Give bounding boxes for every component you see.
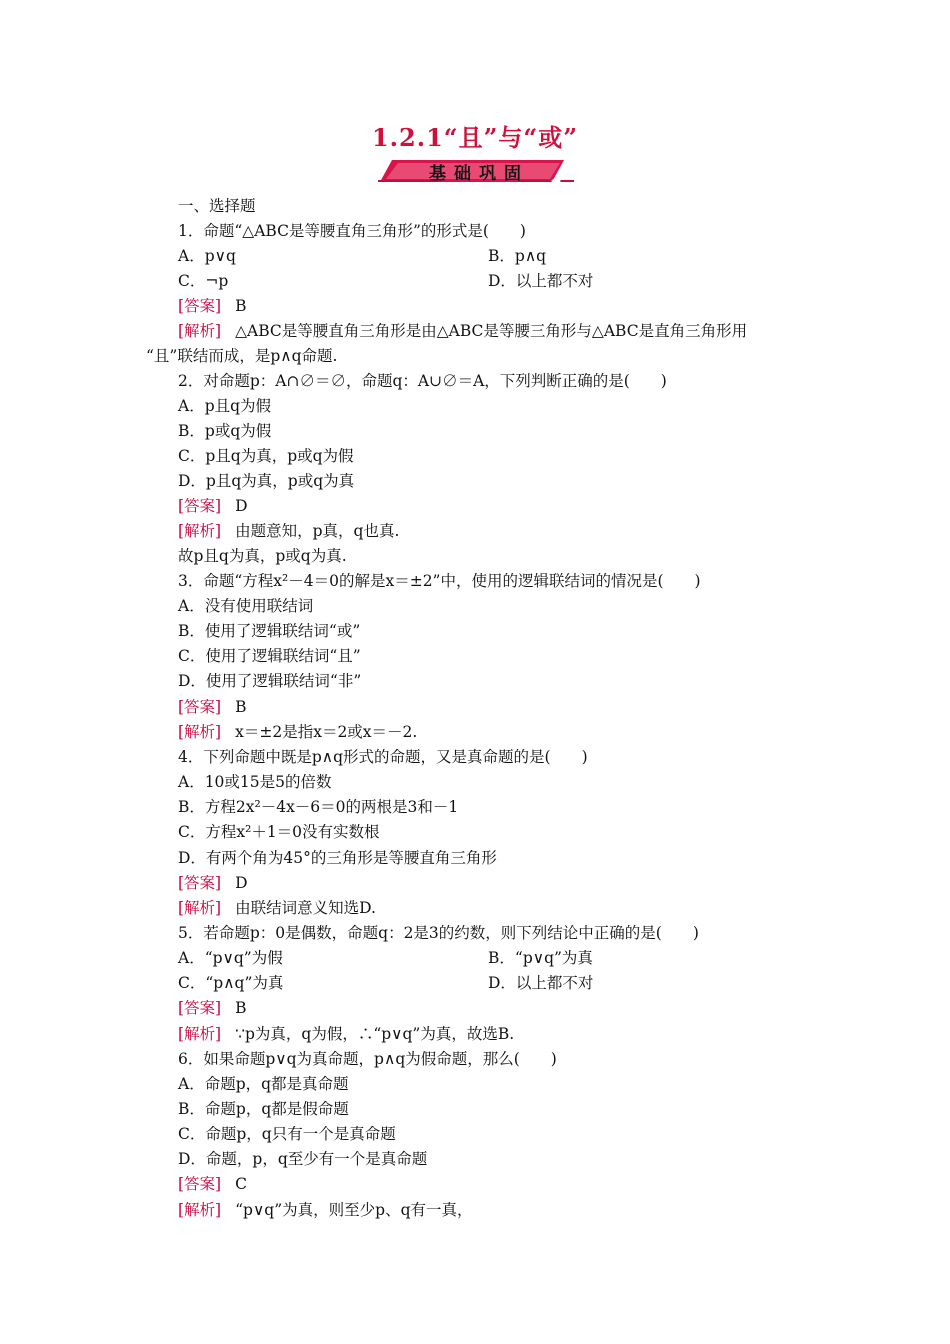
q6-option-d: D．命题，p，q至少有一个是真命题 — [178, 1150, 428, 1168]
q5-option-d: D．以上都不对 — [488, 974, 594, 992]
q1-analysis — [178, 321, 747, 341]
q1-option-d: D．以上都不对 — [488, 272, 594, 290]
q1-answer — [178, 296, 247, 316]
page-title: 1.2.1“且”与“或” — [371, 123, 579, 152]
analysis-label: [解析] — [178, 723, 222, 741]
analysis-label: [解析] — [178, 522, 222, 540]
q1-option-c: C．¬p — [178, 272, 229, 290]
q3-answer-value: B — [235, 698, 247, 716]
analysis-label: [解析] — [178, 1025, 222, 1043]
q3-analysis-text: x＝±2是指x＝2或x＝－2. — [235, 723, 418, 741]
answer-label: [答案] — [178, 999, 222, 1017]
q6-option-a: A．命题p，q都是真命题 — [178, 1075, 349, 1093]
answer-label: [答案] — [178, 874, 222, 892]
q1-stem: 1．命题“△ABC是等腰直角三角形”的形式是( ) — [178, 222, 526, 240]
answer-label: [答案] — [178, 1175, 222, 1193]
q2-analysis — [178, 521, 399, 541]
q2-option-a: A．p且q为假 — [178, 397, 272, 415]
q3-option-b: B．使用了逻辑联结词“或” — [178, 622, 361, 640]
q5-stem: 5．若命题p：0是偶数，命题q：2是3的约数，则下列结论中正确的是( ) — [178, 924, 699, 942]
q4-option-a: A．10或15是5的倍数 — [178, 773, 332, 791]
q1-answer-value: B — [235, 297, 247, 315]
q2-answer-value: D — [235, 497, 248, 515]
analysis-label: [解析] — [178, 1201, 222, 1219]
analysis-label: [解析] — [178, 322, 222, 340]
section-banner — [378, 156, 574, 186]
q2-analysis-cont: 故p且q为真，p或q为真. — [178, 547, 347, 565]
q5-option-c: C．“p∧q”为真 — [178, 974, 284, 992]
q3-analysis — [178, 722, 417, 742]
q5-analysis-text: ∵p为真，q为假，∴“p∨q”为真，故选B. — [235, 1025, 515, 1043]
q1-option-b: B．p∧q — [488, 247, 547, 265]
q4-stem: 4．下列命题中既是p∧q形式的命题，又是真命题的是( ) — [178, 748, 588, 766]
answer-label: [答案] — [178, 297, 222, 315]
q6-stem: 6．如果命题p∨q为真命题，p∧q为假命题，那么( ) — [178, 1050, 557, 1068]
answer-label: [答案] — [178, 698, 222, 716]
q5-answer — [178, 998, 247, 1018]
q6-analysis — [178, 1200, 473, 1220]
q4-analysis — [178, 898, 376, 918]
q6-option-b: B．命题p，q都是假命题 — [178, 1100, 349, 1118]
q3-stem: 3．命题“方程x²－4＝0的解是x＝±2”中，使用的逻辑联结词的情况是( ) — [178, 572, 701, 590]
q6-answer-value: C — [235, 1175, 247, 1193]
q2-option-c: C．p且q为真，p或q为假 — [178, 447, 354, 465]
q4-option-c: C．方程x²＋1＝0没有实数根 — [178, 823, 380, 841]
q3-option-a: A．没有使用联结词 — [178, 597, 314, 615]
q6-answer — [178, 1174, 247, 1194]
q4-option-d: D．有两个角为45°的三角形是等腰直角三角形 — [178, 849, 497, 867]
q2-option-d: D．p且q为真，p或q为真 — [178, 472, 355, 490]
answer-label: [答案] — [178, 497, 222, 515]
q5-option-b: B．“p∨q”为真 — [488, 949, 593, 967]
q2-option-b: B．p或q为假 — [178, 422, 272, 440]
q5-answer-value: B — [235, 999, 247, 1017]
q6-analysis-text: “p∨q”为真，则至少p、q有一真， — [235, 1201, 473, 1219]
q1-analysis-cont: “且”联结而成，是p∧q命题. — [146, 347, 338, 365]
q4-answer — [178, 873, 248, 893]
analysis-label: [解析] — [178, 899, 222, 917]
q4-option-b: B．方程2x²－4x－6＝0的两根是3和－1 — [178, 798, 459, 816]
q1-analysis-text: △ABC是等腰直角三角形是由△ABC是等腰三角形与△ABC是直角三角形用 — [235, 322, 748, 340]
section-heading: 一、选择题 — [178, 197, 256, 215]
q4-answer-value: D — [235, 874, 248, 892]
q3-option-d: D．使用了逻辑联结词“非” — [178, 672, 362, 690]
q5-option-a: A．“p∨q”为假 — [178, 949, 283, 967]
q2-stem: 2．对命题p：A∩∅＝∅，命题q：A∪∅＝A，下列判断正确的是( ) — [178, 372, 667, 390]
q2-analysis-text: 由题意知，p真，q也真. — [235, 522, 400, 540]
q3-answer — [178, 697, 247, 717]
q6-option-c: C．命题p，q只有一个是真命题 — [178, 1125, 396, 1143]
q5-analysis — [178, 1024, 514, 1044]
banner-text: 基础巩固 — [429, 164, 529, 184]
q1-option-a: A．p∨q — [178, 247, 236, 265]
q2-answer — [178, 496, 248, 516]
q4-analysis-text: 由联结词意义知选D. — [235, 899, 376, 917]
q3-option-c: C．使用了逻辑联结词“且” — [178, 647, 361, 665]
